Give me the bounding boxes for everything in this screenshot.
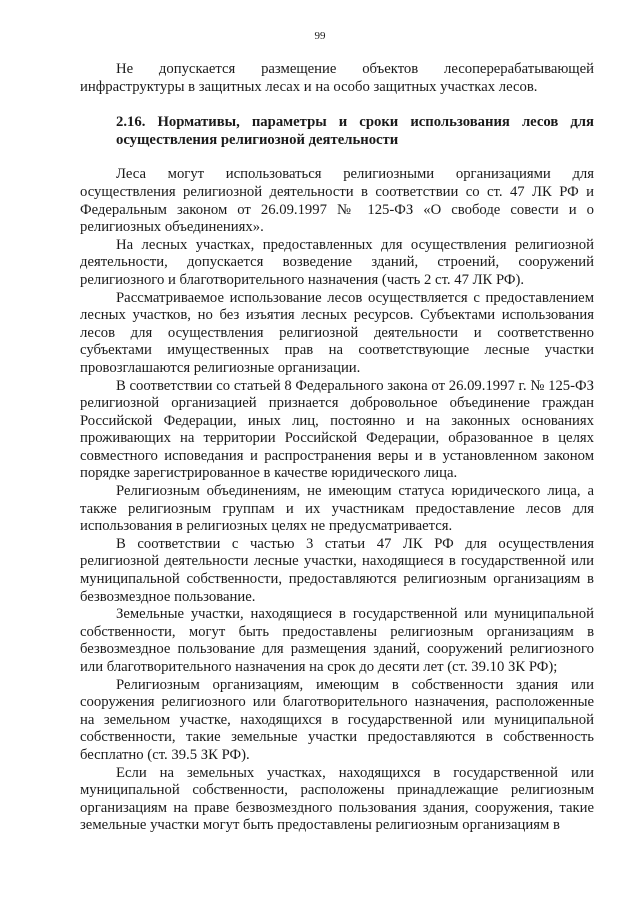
spacer [80,96,594,114]
paragraph-unregistered-groups: Религиозным объединениям, не имеющим статуса юридического лица, а также религиозным группам и их участникам предоставление лесов для использования в религиозных целях не предусматривается. [80,483,594,535]
paragraph-land-ownership: Религиозным организациям, имеющим в собственности здания или сооружения религиозного или благотворительного назначения, расположенные на земельном участке, находящихся в государственной или муниципальной собственности, такие земельные участки предоставляются в собственность бесплатно (ст. 39.5 ЗК РФ). [80,676,594,763]
paragraph-permitted-construction: На лесных участках, предоставленных для осуществления религиозной деятельности, допускается возведение зданий, строений, сооружений религиозного и благотворительного назначения (часть 2 ст. 47 ЛК РФ). [80,236,594,288]
page-number: 99 [314,30,326,42]
spacer [80,149,594,166]
paragraph-free-use: В соответствии с частью 3 статьи 47 ЛК РФ для осуществления религиозной деятельности лесные участки, находящиеся в государственной или муниципальной собственности, предоставляются религиозным организациям в безвозмездное пользование. [80,535,594,605]
section-heading: 2.16. Нормативы, параметры и сроки использования лесов для осуществления религиозной деятельности [116,114,594,148]
paragraph-land-provision: Если на земельных участках, находящихся в государственной или муниципальной собственности, расположены принадлежащие религиозным организациям на праве безвозмездного пользования здания, сооружения, такие земельные участки могут быть предоставлены религиозным организациям в [80,764,594,834]
paragraph-subjects-of-use: Рассматриваемое использование лесов осуществляется с предоставлением лесных участков, но без изъятия лесных ресурсов. Субъектами использования лесов для осуществления религиозной деятельности и соответственно субъектами имущественных прав на соответствующие лесные участки провозглашаются религиозные организации. [80,289,594,376]
paragraph-land-free-use: Земельные участки, находящиеся в государственной или муниципальной собственности, могут быть предоставлены религиозным организациям в безвозмездное пользование для размещения зданий, сооружений религиозного или благотворительного назначения на срок до десяти лет (ст. 39.10 ЗК РФ); [80,606,594,675]
paragraph-religious-organization-definition: В соответствии со статьей 8 Федерального закона от 26.09.1997 г. № 125-ФЗ религиозной организацией признается добровольное объединение граждан Российской Федерации, иных лиц, постоянно и на законных основаниях проживающих на территории Российской Федерации, образованное в целях совместного исповедания и распространения веры и в установленном законом порядке зарегистрированное в качестве юридического лица. [80,377,594,482]
paragraph-legal-basis: Леса могут использоваться религиозными организациями для осуществления религиозной деятельности в соответствии со ст. 47 ЛК РФ и Федеральным законом от 26.09.1997 № 125-ФЗ «О свободе совести и о религиозных объединениях». [80,166,594,236]
document-body [80,61,594,835]
intro-paragraph: Не допускается размещение объектов лесоперерабатывающей инфраструктуры в защитных лесах и на особо защитных участках лесов. [80,61,594,95]
